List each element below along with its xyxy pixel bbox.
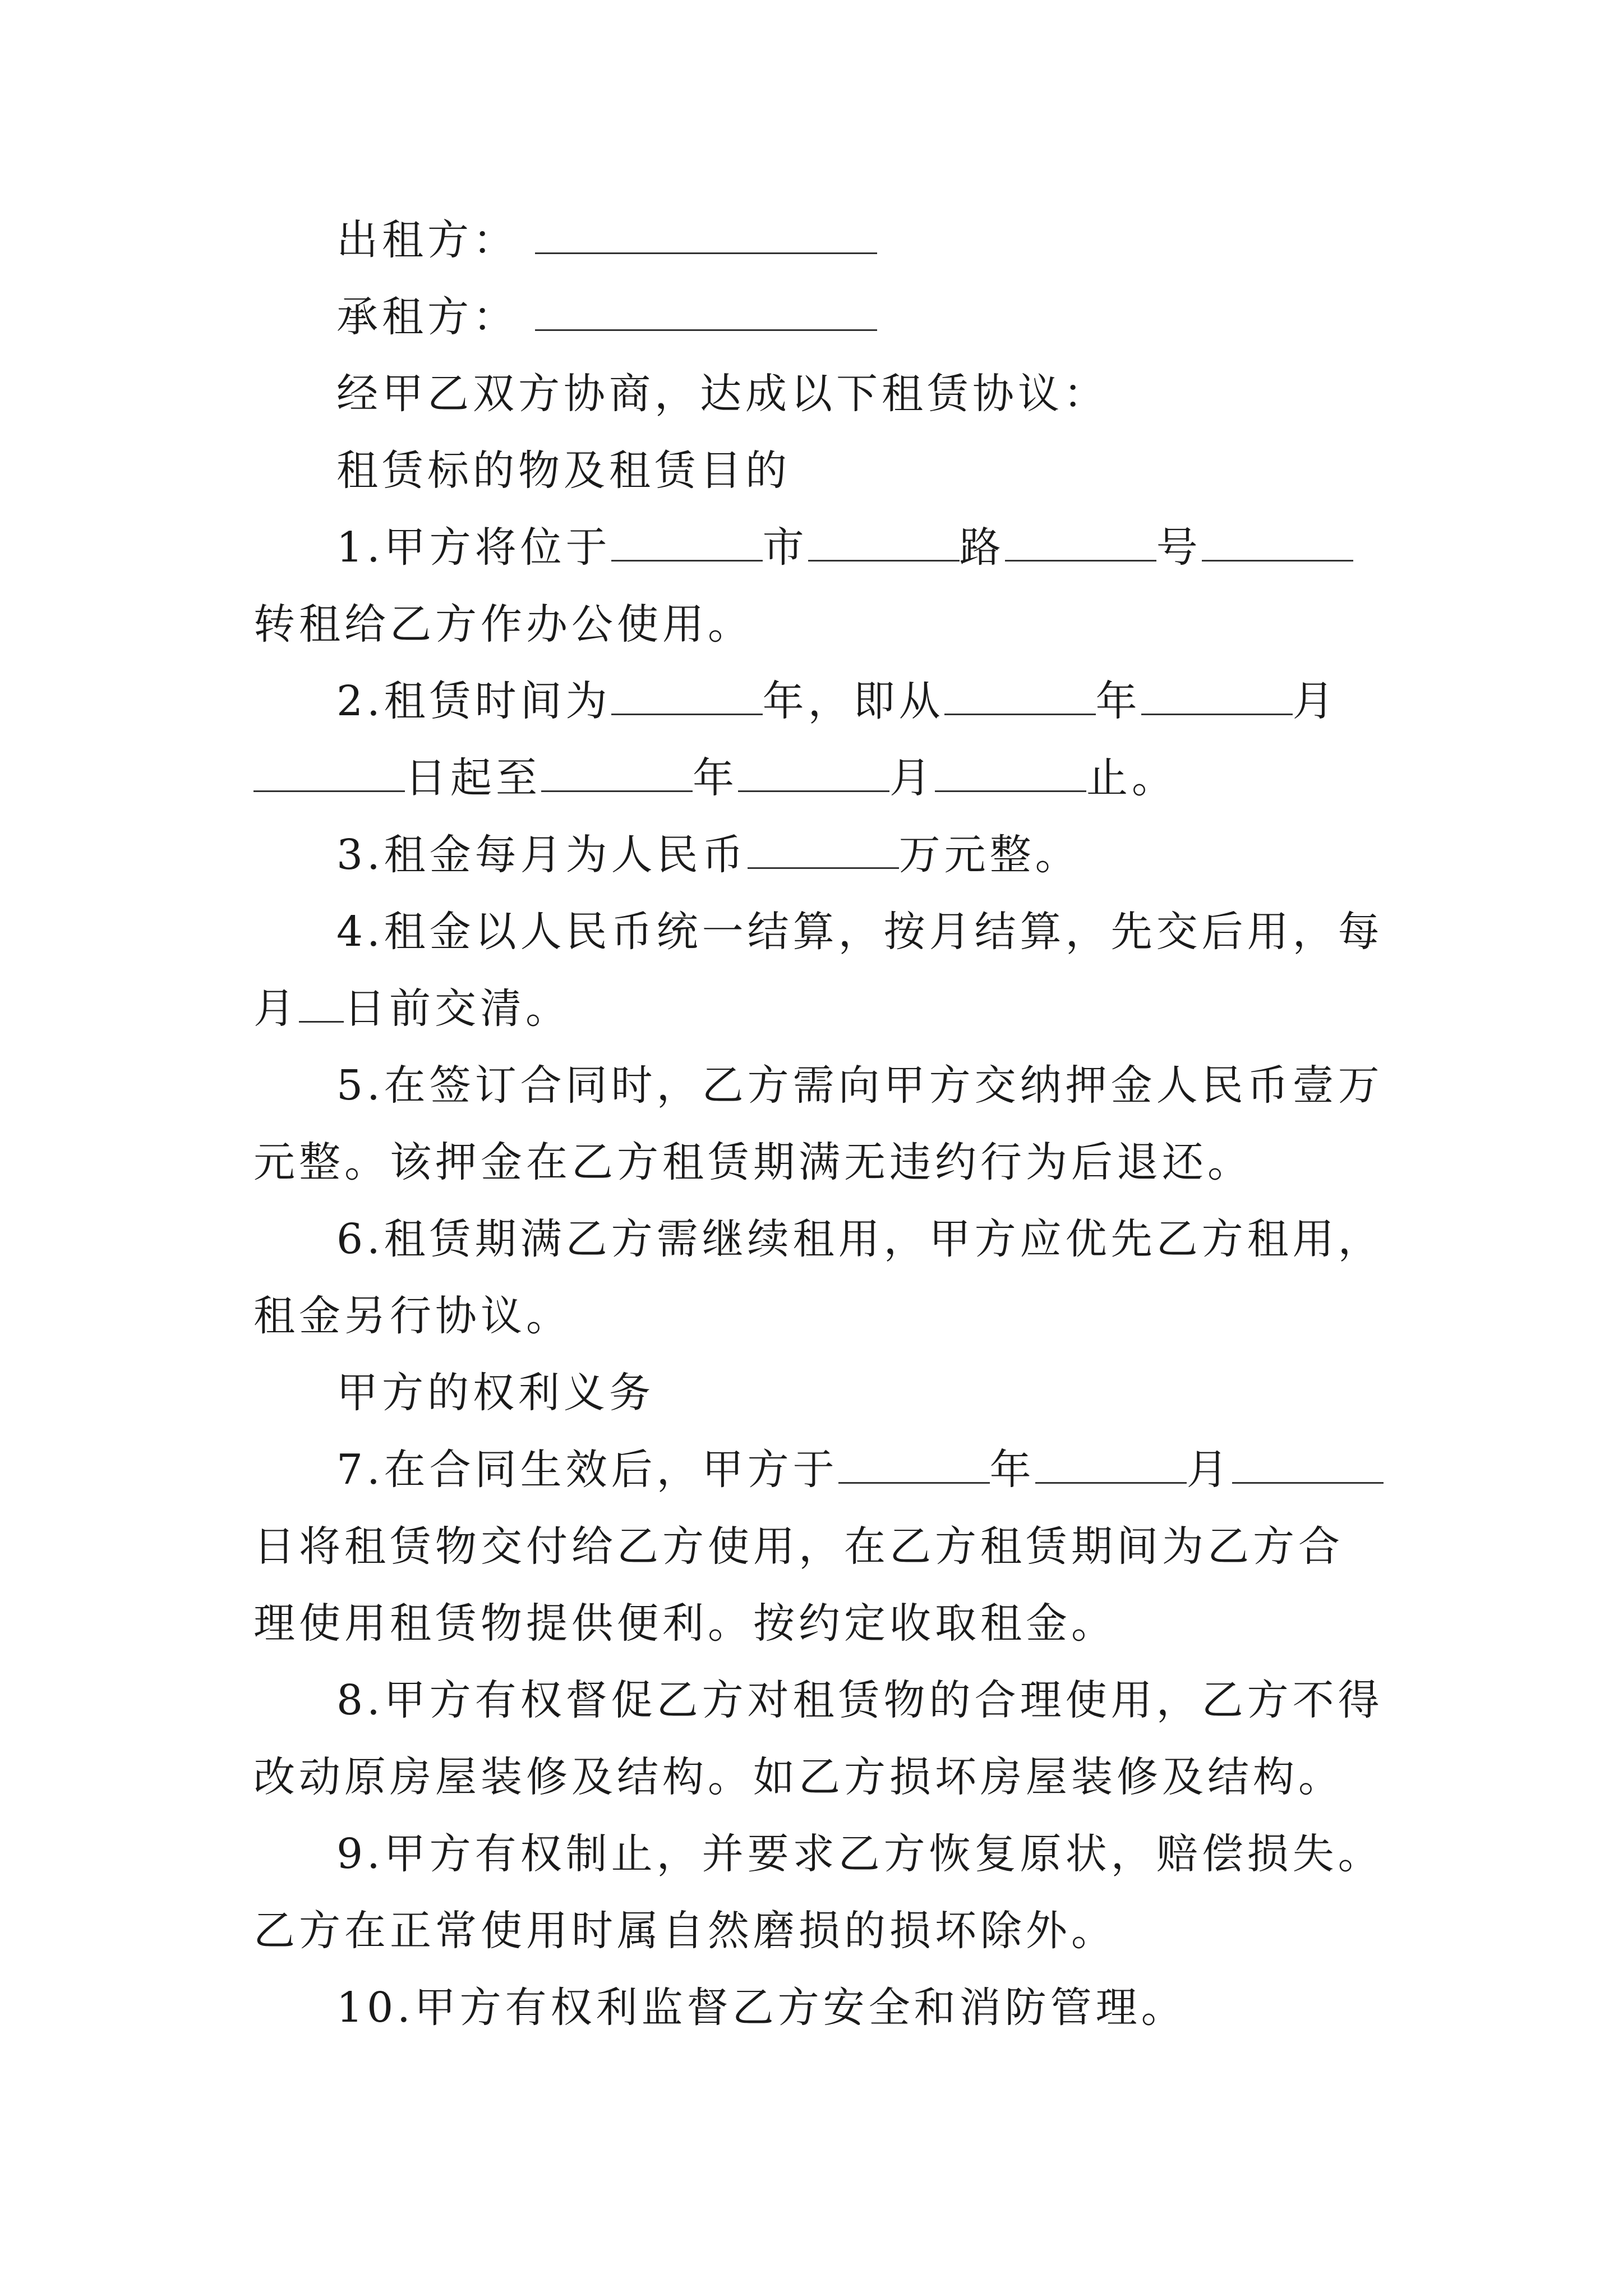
lessor-label: 出租方： [336,216,518,264]
lessee-line [253,279,1384,356]
clause-7: 7.在合同生效后，甲方于 年 月日将租赁物交付给乙方使用，在乙方租赁期间为乙方合理使用租赁物提供便利。按约定收取租金。 [253,1432,1384,1662]
blank-road [808,524,960,562]
clause-1: 1.甲方将位于 市 路 号转租给乙方作办公使用。 [253,509,1384,663]
blank-delivery-day [1232,1446,1384,1484]
blank-rent-amount [748,831,899,869]
section-title-lessor-rights: 甲方的权利义务 [336,1369,654,1417]
blank-start-year [944,678,1096,715]
blank-delivery-month [1035,1446,1187,1484]
contract-body [253,202,1384,2046]
clause-3: 3.租金每月为人民币 万元整。 [336,831,1081,879]
clause-4: 4.租金以人民币统一结算，按月结算，先交后用，每月 日前交清。 [253,908,1384,1033]
section-title-lease-object: 租赁标的物及租赁目的 [336,447,791,495]
blank-end-year [541,754,693,792]
clause-9: 9.甲方有权制止，并要求乙方恢复原状，赔偿损失。乙方在正常使用时属自然磨损的损坏除外。 [253,1830,1384,1955]
blank-start-month [1141,678,1293,715]
lessor-line [253,202,1384,279]
blank-end-month [738,754,889,792]
blank-years [611,678,763,715]
blank-number [1005,524,1156,562]
clause-6: 6.租赁期满乙方需继续租用，甲方应优先乙方租用，租金另行协议。 [253,1215,1384,1340]
blank-city [611,524,763,562]
lessee-blank [535,293,877,331]
blank-payment-day [299,985,344,1023]
clause-8: 8.甲方有权督促乙方对租赁物的合理使用，乙方不得改动原房屋装修及结构。如乙方损坏房屋装修及结构。 [253,1676,1384,1801]
blank-start-day [253,754,405,792]
intro-paragraph: 经甲乙双方协商，达成以下租赁协议： [336,370,1109,418]
lessor-blank [535,217,877,254]
clause-2: 2.租赁时间为 年，即从 年 月日起至 年 月 止。 [253,663,1384,817]
blank-address-extra [1202,524,1353,562]
lessee-label: 承租方： [336,293,518,341]
clause-10: 10.甲方有权利监督乙方安全和消防管理。 [336,1984,1187,2032]
blank-end-day [935,754,1086,792]
clause-5: 5.在签订合同时，乙方需向甲方交纳押金人民币壹万元整。该押金在乙方租赁期满无违约行为后退还。 [253,1061,1384,1186]
blank-delivery-year [838,1446,990,1484]
